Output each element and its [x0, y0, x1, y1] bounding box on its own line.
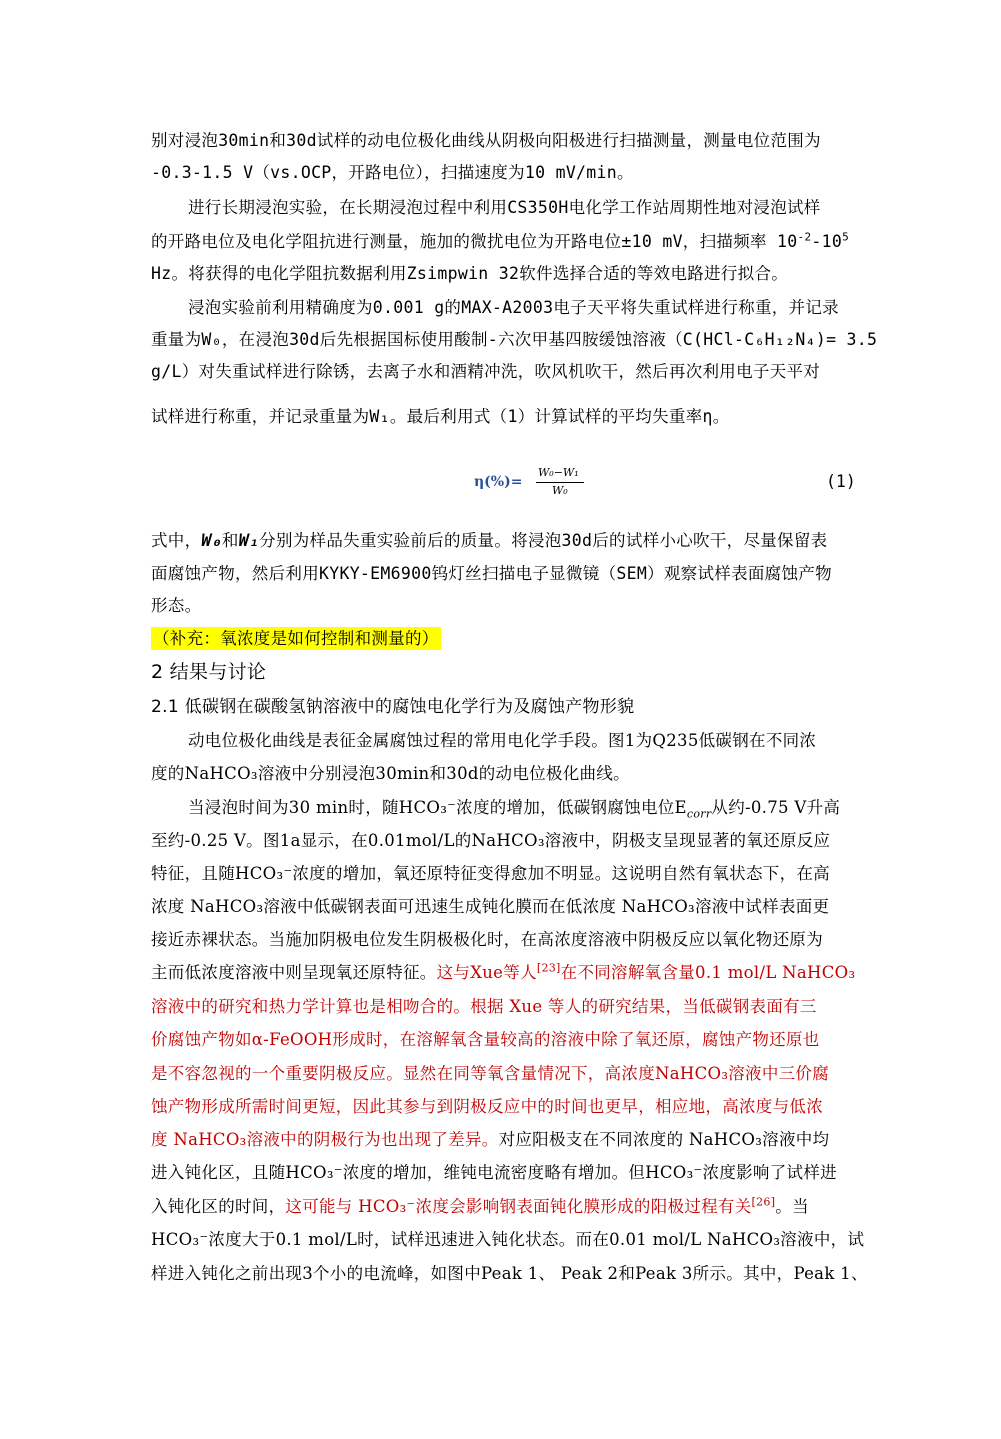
- text-line: 样进入钝化之前出现3个小的电流峰，如图中Peak 1、 Peak 2和Peak 3所示。其中，Peak 1、: [151, 1264, 868, 1283]
- text-line: 价腐蚀产物如α-FeOOH形成时，在溶解氧含量较高的溶液中除了氧还原，腐蚀产物还原也: [151, 1030, 820, 1049]
- text-line: 形态。: [151, 596, 202, 615]
- text-line: 别对浸泡30min和30d试样的动电位极化曲线从阴极向阳极进行扫描测量，测量电位范围为: [151, 131, 821, 150]
- text-line: 至约-0.25 V。图1a显示，在0.01mol/L的NaHCO₃溶液中，阴极支呈现显著的氧还原反应: [151, 831, 831, 850]
- text-line: 度的NaHCO₃溶液中分别浸泡30min和30d的动电位极化曲线。: [151, 764, 630, 783]
- text-line: 式中，W₀和W₁分别为样品失重实验前后的质量。将浸泡30d后的试样小心吹干，尽量保留表: [151, 531, 828, 550]
- text-line: 进行长期浸泡实验，在长期浸泡过程中利用CS350H电化学工作站周期性地对浸泡试样: [188, 198, 821, 217]
- text-line: 特征，且随HCO₃⁻浓度的增加，氧还原特征变得愈加不明显。这说明自然有氧状态下，在高: [151, 864, 830, 883]
- text-line: 溶液中的研究和热力学计算也是相吻合的。根据 Xue 等人的研究结果，当低碳钢表面有三: [151, 997, 817, 1016]
- text-line: 浸泡实验前利用精确度为0.001 g的MAX-A2003电子天平将失重试样进行称重，并记录: [188, 298, 839, 317]
- text-line: 度 NaHCO₃溶液中的阴极行为也出现了差异。对应阳极支在不同浓度的 NaHCO₃溶液中均: [151, 1130, 830, 1149]
- text-line: 动电位极化曲线是表征金属腐蚀过程的常用电化学手段。图1为Q235低碳钢在不同浓: [188, 731, 817, 750]
- text-line: 的开路电位及电化学阻抗进行测量，施加的微扰电位为开路电位±10 mV，扫描频率 $10^{-2}-10^5$: [151, 230, 850, 251]
- text-line: 试样进行称重，并记录重量为W₁。最后利用式（1）计算试样的平均失重率η。: [151, 407, 730, 426]
- text-line: g/L）对失重试样进行除锈，去离子水和酒精冲洗，吹风机吹干，然后再次利用电子天平对: [151, 362, 821, 381]
- text-line: Hz。将获得的电化学阻抗数据利用Zsimpwin 32软件选择合适的等效电路进行拟合。: [151, 264, 789, 283]
- text-line: HCO₃⁻浓度大于0.1 mol/L时，试样迅速进入钝化状态。而在0.01 mol/L NaHCO₃溶液中，试: [151, 1230, 865, 1249]
- highlighted-note: （补充：氧浓度是如何控制和测量的）: [153, 629, 439, 648]
- text-line: 蚀产物形成所需时间更短，因此其参与到阴极反应中的时间也更早，相应地，高浓度与低浓: [151, 1097, 823, 1116]
- text-line: 当浸泡时间为30 min时，随HCO₃⁻浓度的增加，低碳钢腐蚀电位$E_{corr}$从约-0.75 V升高: [188, 798, 841, 821]
- text-line: -0.3-1.5 V（vs.OCP，开路电位），扫描速度为10 mV/min。: [151, 163, 634, 182]
- text-line: 是不容忽视的一个重要阴极反应。显然在同等氧含量情况下，高浓度NaHCO₃溶液中三价腐: [151, 1064, 830, 1083]
- equation-number: (1): [826, 472, 856, 491]
- equation-lhs: η(%)=: [474, 474, 523, 490]
- text-line: 面腐蚀产物，然后利用KYKY-EM6900钨灯丝扫描电子显微镜（SEM）观察试样表面腐蚀产物: [151, 564, 832, 583]
- text-line: 接近赤裸状态。当施加阴极电位发生阴极极化时，在高浓度溶液中阴极反应以氧化物还原为: [151, 930, 823, 949]
- text-line: 重量为W₀，在浸泡30d后先根据国标使用酸制-六次甲基四胺缓蚀溶液（C(HCl-C₆H₁₂N₄)= 3.5: [151, 330, 878, 349]
- subsection-heading: 2.1 低碳钢在碳酸氢钠溶液中的腐蚀电化学行为及腐蚀产物形貌: [151, 697, 635, 717]
- section-heading: 2 结果与讨论: [151, 661, 267, 683]
- equation-1: [474, 468, 589, 500]
- text-line: 浓度 NaHCO₃溶液中低碳钢表面可迅速生成钝化膜而在低浓度 NaHCO₃溶液中试样表面更: [151, 897, 830, 916]
- text-line: 主而低浓度溶液中则呈现氧还原特征。这与Xue等人[23]在不同溶解氧含量0.1 mol/L NaHCO₃: [151, 961, 856, 982]
- text-line: 进入钝化区，且随HCO₃⁻浓度的增加，维钝电流密度略有增加。但HCO₃⁻浓度影响了试样进: [151, 1163, 837, 1182]
- fraction-bar: [536, 482, 584, 483]
- text-line: 入钝化区的时间，这可能与 HCO₃⁻浓度会影响钢表面钝化膜形成的阳极过程有关[26]。当: [151, 1195, 809, 1216]
- equation-denominator: W₀: [552, 484, 568, 497]
- equation-numerator: W₀−W₁: [538, 466, 579, 479]
